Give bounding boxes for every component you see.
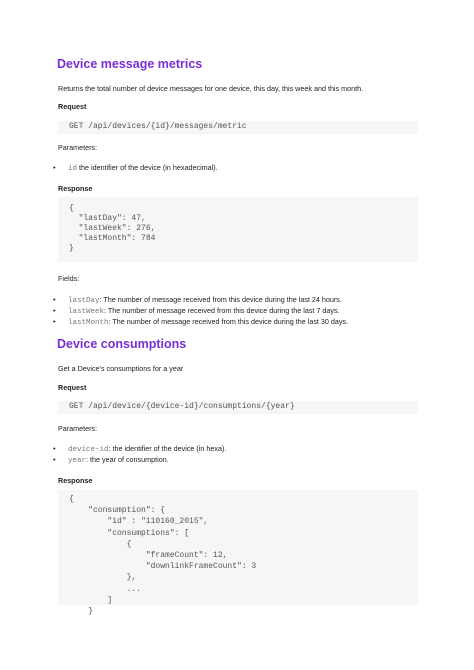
response-code: { "lastDay": 47, "lastWeek": 276, "lastMonth": 784 } bbox=[69, 204, 156, 253]
parameter-name: device-id bbox=[68, 446, 109, 454]
parameter-item bbox=[68, 163, 218, 173]
parameter-name: year bbox=[68, 457, 87, 465]
response-code: { "consumption": { "id" : "110160_2015", "consumptions": [ { "frameCount": 12, "downlinkFrameCount": 3 }, ... ] } bbox=[69, 495, 257, 617]
field-item bbox=[68, 295, 342, 305]
parameters-label: Parameters: bbox=[58, 424, 98, 433]
parameter-desc: : the identifier of the device (in hexa). bbox=[108, 444, 227, 453]
parameters-label: Parameters: bbox=[58, 143, 98, 152]
bullet-icon: • bbox=[53, 163, 56, 172]
field-desc: : The number of message received from this device during the last 7 days. bbox=[104, 306, 340, 315]
parameter-desc: : the year of consumption. bbox=[86, 455, 169, 464]
parameter-item bbox=[68, 455, 169, 465]
request-code: GET /api/devices/{id}/messages/metric bbox=[69, 122, 247, 131]
field-item bbox=[68, 317, 348, 327]
field-item bbox=[68, 306, 340, 316]
fields-label: Fields: bbox=[58, 274, 80, 283]
parameter-item bbox=[68, 444, 226, 454]
bullet-icon: • bbox=[53, 455, 56, 464]
field-desc: : The number of message received from this device during the last 30 days. bbox=[108, 317, 349, 326]
bullet-icon: • bbox=[53, 306, 56, 315]
request-code: GET /api/device/{device-id}/consumptions/{year} bbox=[69, 402, 295, 411]
parameter-name: id bbox=[68, 165, 78, 173]
section-title-device-message-metrics: Device message metrics bbox=[57, 57, 203, 71]
bullet-icon: • bbox=[53, 317, 56, 326]
section-description: Get a Device's consumptions for a year bbox=[58, 364, 184, 373]
section-title-device-consumptions: Device consumptions bbox=[57, 337, 187, 351]
response-label: Response bbox=[58, 184, 93, 193]
request-label: Request bbox=[58, 102, 87, 111]
field-name: lastMonth bbox=[68, 319, 109, 327]
bullet-icon: • bbox=[53, 295, 56, 304]
bullet-icon: • bbox=[53, 444, 56, 453]
field-desc: : The number of message received from this device during the last 24 hours. bbox=[99, 295, 342, 304]
parameter-desc: the identifier of the device (in hexadecimal). bbox=[77, 163, 218, 172]
field-name: lastWeek bbox=[68, 308, 105, 316]
field-name: lastDay bbox=[68, 297, 100, 305]
request-label: Request bbox=[58, 383, 87, 392]
section-description: Returns the total number of device messages for one device, this day, this week and this month. bbox=[58, 84, 364, 93]
response-label: Response bbox=[58, 476, 93, 485]
